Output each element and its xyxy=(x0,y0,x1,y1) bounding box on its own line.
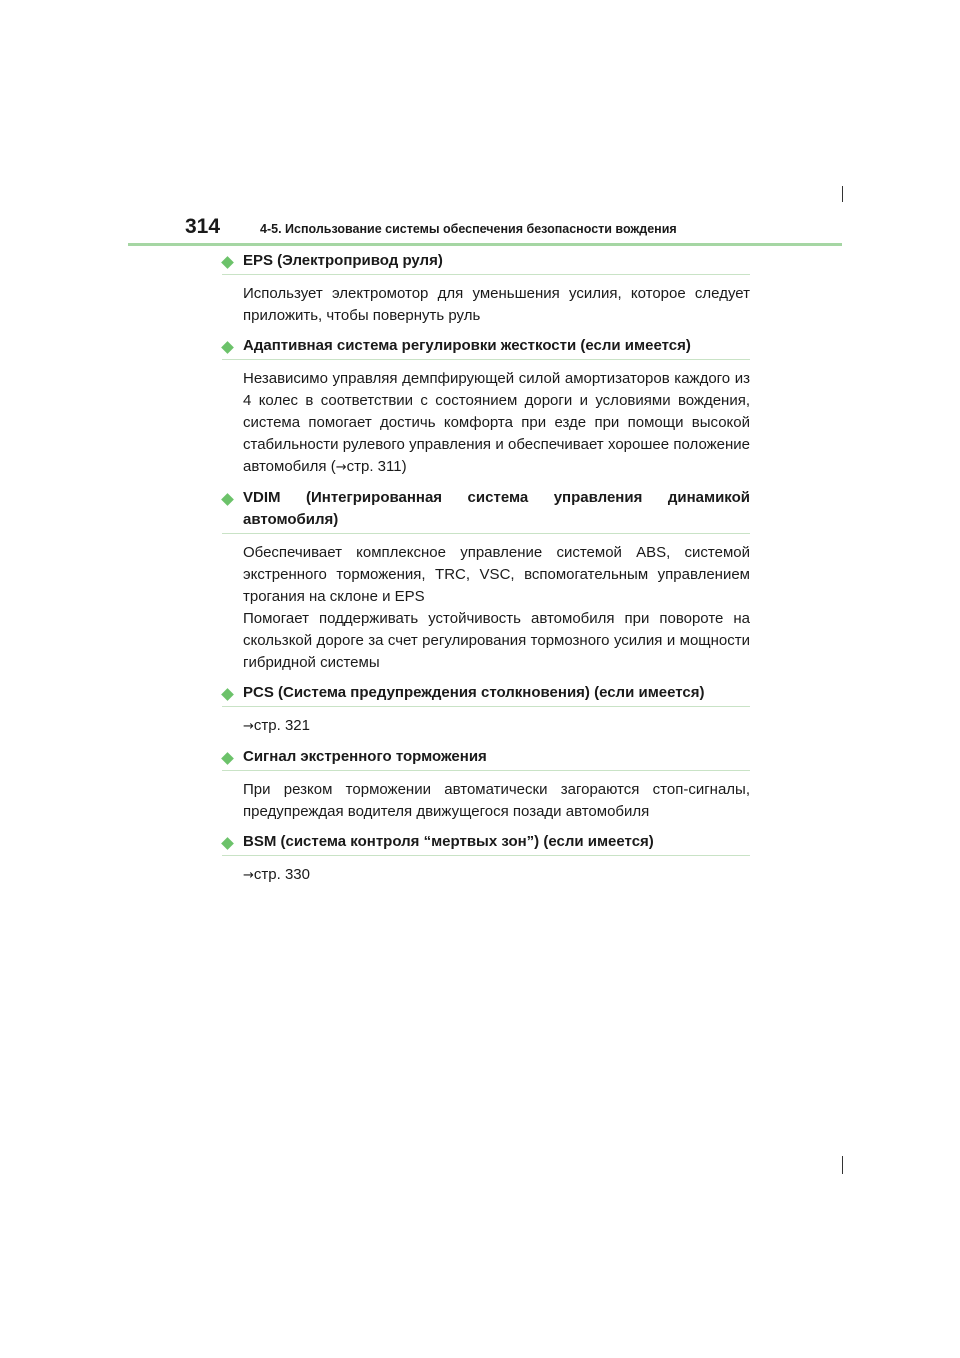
paragraph-text: Независимо управляя демпфирующей силой амортизаторов каждого из 4 колес в соответствии с состоянием дороги и условиями вождения, система помогает достичь комфорта при езде при помощи высокой стабильности рулевого управления и обеспечивает хорошее положение автомобиля ( xyxy=(243,370,750,475)
section-heading xyxy=(222,335,750,360)
paragraph: Использует электромотор для уменьшения усилия, которое следует приложить, чтобы повернуть руль xyxy=(243,285,750,324)
diamond-icon xyxy=(221,341,234,354)
section-body xyxy=(222,707,750,746)
section-adaptive-suspension xyxy=(222,335,750,487)
crop-mark-top xyxy=(842,186,843,202)
arrow-right-icon: → xyxy=(243,719,254,734)
section-eps xyxy=(222,250,750,335)
diamond-icon xyxy=(221,493,234,506)
arrow-right-icon: → xyxy=(243,868,254,883)
reference-line xyxy=(243,715,750,738)
section-heading xyxy=(222,831,750,856)
arrow-right-icon: → xyxy=(335,460,347,475)
section-title: BSM (система контроля “мертвых зон”) (если имеется) xyxy=(243,833,654,850)
section-body xyxy=(222,856,750,895)
section-heading xyxy=(222,250,750,275)
section-emergency-brake-signal xyxy=(222,746,750,831)
section-body xyxy=(222,360,750,487)
section-heading xyxy=(222,746,750,771)
crop-mark-bottom xyxy=(842,1156,843,1174)
header-divider xyxy=(128,243,842,246)
chapter-title: 4-5. Использование системы обеспечения безопасности вождения xyxy=(260,222,677,236)
section-body xyxy=(222,275,750,335)
section-pcs xyxy=(222,682,750,746)
section-vdim xyxy=(222,487,750,682)
diamond-icon xyxy=(221,752,234,765)
page-number: 314 xyxy=(185,215,221,238)
paragraph: Помогает поддерживать устойчивость автомобиля при повороте на скользкой дороге за счет регулирования тормозного усилия и мощности гибридной системы xyxy=(243,610,750,671)
page-header xyxy=(128,214,842,246)
section-title: EPS (Электропривод руля) xyxy=(243,252,443,269)
section-body xyxy=(222,771,750,831)
page-content xyxy=(222,250,750,895)
page-reference[interactable]: стр. 321 xyxy=(253,717,310,734)
section-heading xyxy=(222,682,750,707)
page-reference[interactable]: стр. 330 xyxy=(253,866,310,883)
section-title: Адаптивная система регулировки жесткости (если имеется) xyxy=(243,337,691,354)
paragraph: При резком торможении автоматически загораются стоп-сигналы, предупреждая водителя движущегося позади автомобиля xyxy=(243,781,750,820)
section-title: VDIM (Интегрированная система управления динамикой автомобиля) xyxy=(243,489,750,528)
section-bsm xyxy=(222,831,750,895)
diamond-icon xyxy=(221,837,234,850)
paragraph xyxy=(243,368,750,479)
section-title: PCS (Система предупреждения столкновения) (если имеется) xyxy=(243,684,705,701)
paragraph: Обеспечивает комплексное управление системой ABS, системой экстренного торможения, TRC, VSC, вспомогательным управлением трогания на склоне и EPS xyxy=(243,544,750,605)
page-reference[interactable]: стр. 311) xyxy=(346,458,407,475)
diamond-icon xyxy=(221,688,234,701)
section-title: Сигнал экстренного торможения xyxy=(243,748,487,765)
reference-line xyxy=(243,864,750,887)
diamond-icon xyxy=(221,256,234,269)
section-body xyxy=(222,534,750,682)
section-heading xyxy=(222,487,750,534)
